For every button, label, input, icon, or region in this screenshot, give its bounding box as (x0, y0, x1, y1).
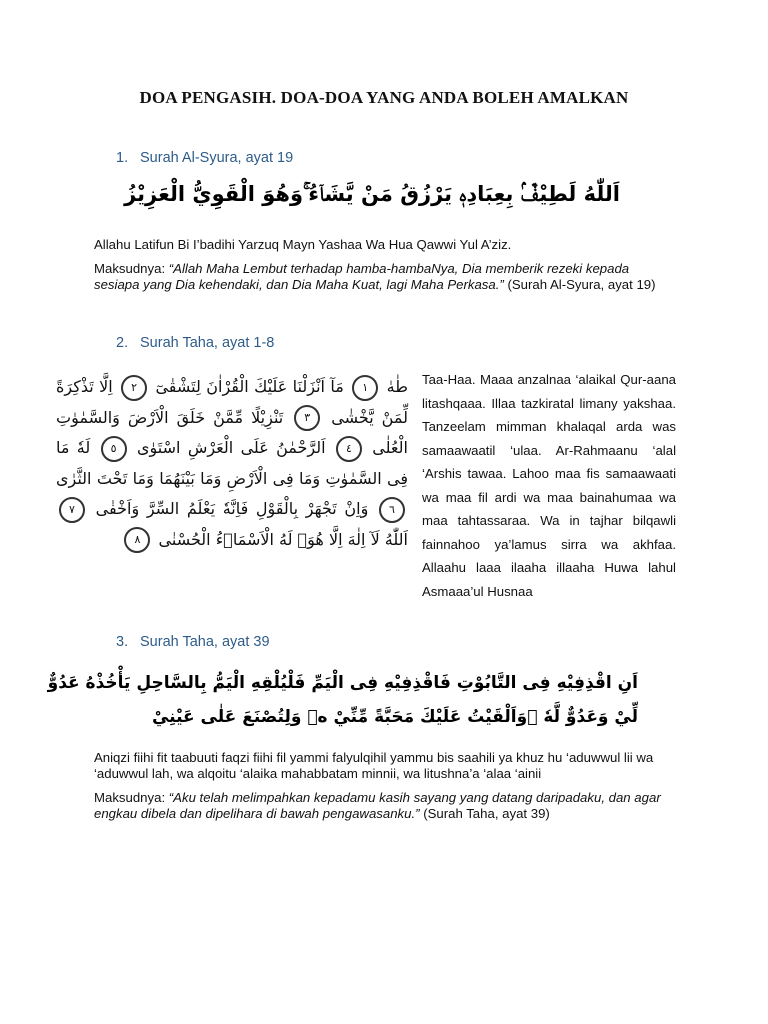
section-3-number: 3. (116, 634, 129, 650)
section-3-reference: (Surah Taha, ayat 39) (419, 806, 550, 821)
section-3-meaning-label: Maksudnya: (94, 790, 169, 805)
section-1-transliteration: Allahu Latifun Bi I’badihi Yarzuq Mayn Yashaa Wa Hua Qawwi Yul A’ziz. (94, 237, 512, 252)
ayah-text: اِلَّا تَذْكِرَةً لِّمَنْ يَّخْشٰى (56, 377, 408, 427)
section-3-meaning (94, 790, 676, 822)
ayah-number-mark: ٥ (101, 436, 127, 462)
ayah-number-mark: ٤ (336, 436, 362, 462)
document-title: DOA PENGASIH. DOA-DOA YANG ANDA BOLEH AMALKAN (139, 88, 629, 107)
section-1-meaning (94, 261, 676, 293)
ayah-text: لَهٗ مَا فِى السَّمٰوٰتِ وَمَا فِى الْاَرْضِ وَمَا بَيْنَهُمَا وَمَا تَحْتَ الثَّرٰى (56, 438, 408, 488)
section-3-arabic-verse (47, 666, 638, 734)
ayah-text: طٰهٰ (386, 377, 408, 396)
ayah-number-mark: ٢ (121, 375, 147, 401)
section-3-meaning-text: “Aku telah melimpahkan kepadamu kasih sayang yang datang daripadaku, dan agar engkau dibela dan dipelihara di bawah pengawasanku.” (94, 790, 661, 821)
section-1-heading (116, 150, 293, 166)
ayah-text: اَلرَّحْمٰنُ عَلَى الْعَرْشِ اسْتَوٰى (136, 438, 326, 457)
ayah-number-mark: ١ (352, 375, 378, 401)
section-1-arabic-verse (124, 182, 620, 207)
section-1-number: 1. (116, 150, 129, 166)
section-2-number: 2. (116, 335, 129, 351)
section-2-arabic-verses (56, 372, 408, 594)
section-3-title: Surah Taha, ayat 39 (140, 634, 270, 650)
ayah-text: تَنْزِيْلًا مِّمَّنْ خَلَقَ الْاَرْضَ وَالسَّمٰوٰتِ الْعُلٰى (56, 407, 408, 457)
section-1-meaning-label: Maksudnya: (94, 261, 169, 276)
section-1-reference: (Surah Al-Syura, ayat 19) (503, 277, 656, 292)
ayah-text: وَاِنْ تَجْهَرْ بِالْقَوْلِ فَاِنَّهٗ يَعْلَمُ السِّرَّ وَاَخْفٰى (95, 499, 369, 518)
section-3-arabic-line-1: اَنِ اقْذِفِيْهِ فِى التَّابُوْتِ فَاقْذِفِيْهِ فِى الْيَمِّ فَلْيُلْقِهِ الْيَمُّ بِالسَّاحِلِ يَأْخُذْهُ عَدُوٌّ (47, 673, 638, 693)
section-2-title: Surah Taha, ayat 1-8 (140, 335, 275, 351)
section-3-arabic-line-2: لِّيْ وَعَدُوٌّ لَّهٗ ۗوَاَلْقَيْتُ عَلَيْكَ مَحَبَّةً مِّنِّيْ ەۚ وَلِتُصْنَعَ عَلٰى عَيْنِيْ (151, 707, 638, 727)
section-1-arabic-text: اَللّٰهُ لَطِيْفٌۢ بِعِبَادِهٖ يَرْزُقُ مَنْ يَّشَاۤءُ ۚوَهُوَ الْقَوِيُّ الْعَزِيْزُ (124, 182, 620, 206)
section-3-heading (116, 634, 270, 650)
section-1-meaning-text: “Allah Maha Lembut terhadap hamba-hambaNya, Dia memberik rezeki kepada sesiapa yang Dia kehendaki, dan Dia Maha Kuat, lagi Maha Perkasa.” (94, 261, 630, 292)
section-1-title: Surah Al-Syura, ayat 19 (140, 150, 294, 166)
ayah-number-mark: ٨ (124, 527, 150, 553)
ayah-number-mark: ٦ (379, 497, 405, 523)
ayah-text: مَآ اَنْزَلْنَا عَلَيْكَ الْقُرْاٰنَ لِتَشْقٰىٓ (155, 377, 344, 396)
ayah-text: اَللّٰهُ لَآ اِلٰهَ اِلَّا هُوَۗ لَهُ الْاَسْمَاۤءُ الْحُسْنٰى (158, 529, 408, 549)
section-2-transliteration: Taa-Haa. Maaa anzalnaa ‘alaikal Qur-aana litashqaaa. Illaa tazkiratal limany yakshaa. Tanzeelam mimman khalaqal arda was samaawaatil ‘ulaa. Ar-Rahmaanu ‘alal ‘Arshis tawaa. Lahoo maa fis samaawaati wa maa fil ardi wa maa bainahumaa wa maa tahtassaraa. Wa in tajhar bilqawli fainnahoo ya’lamus sirra wa akhfaa. Allaahu laaa ilaaha illaaha Huwa lahul Asmaaa’ul Husnaa (422, 372, 676, 599)
ayah-number-mark: ٣ (294, 405, 320, 431)
section-3-transliteration: Aniqzi fiihi fit taabuuti faqzi fiihi fil yammi falyulqihil yammu bis saahili ya khuz hu ‘aduwwul lii wa ‘aduwwul lah, wa alqoitu ‘alaika mahabbatam minnii, wa litushna’a ‘alaa ‘ainii (94, 750, 654, 781)
section-2-heading (116, 335, 274, 351)
ayah-number-mark: ٧ (59, 497, 85, 523)
